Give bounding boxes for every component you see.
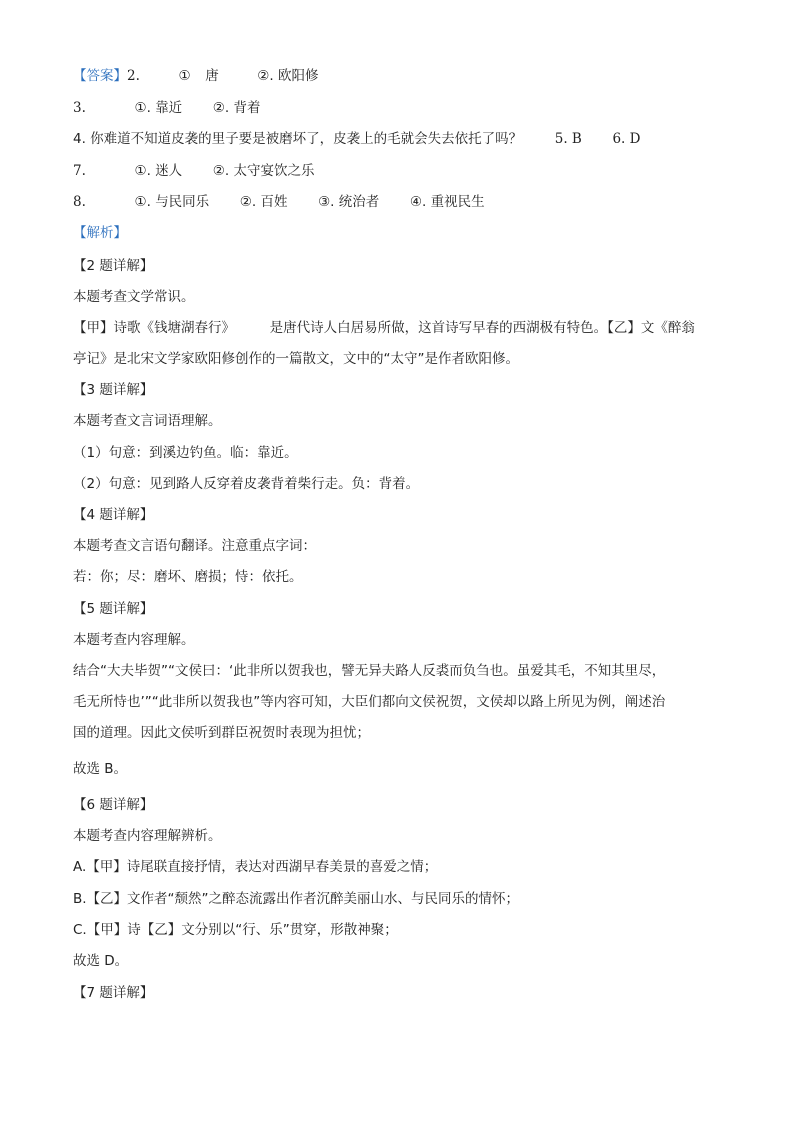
answer-q4-line: [73, 129, 640, 149]
answer-q3-line: [73, 98, 260, 118]
section-3-heading: 【3 题详解】: [73, 382, 154, 398]
analysis-label: 【解析】: [73, 225, 127, 241]
answer-label: 【答案】: [73, 68, 127, 84]
q2-answer-2: 欧阳修: [277, 68, 319, 84]
section-5-conclusion: 故选 B。: [73, 761, 128, 777]
section-4-p1: 本题考查文言语句翻译。注意重点字词：: [73, 538, 316, 554]
q2-answer-1: 唐: [205, 68, 219, 84]
section-5-p1: 本题考查内容理解。: [73, 632, 195, 648]
section-7-heading: 【7 题详解】: [73, 985, 154, 1001]
section-4-p2: 若：你；尽：磨坏、磨损；恃：依托。: [73, 569, 303, 585]
answer-q2-line: [73, 66, 318, 86]
q4-answer: 4. 你难道不知道皮袭的里子要是被磨坏了，皮袭上的毛就会失去依托了吗？: [73, 131, 523, 147]
section-2-p2-part-b: 是唐代诗人白居易所做，这首诗写早春的西湖极有特色。【乙】文《醉翁: [269, 320, 695, 336]
section-3-p3: （2）句意：见到路人反穿着皮袭背着柴行走。负：背着。: [73, 476, 420, 492]
q7-marker-1: ①.: [134, 163, 151, 179]
q8-number: 8.: [73, 194, 86, 210]
q3-answer-2: 背着: [233, 100, 261, 116]
section-6-heading: 【6 题详解】: [73, 797, 154, 813]
q3-marker-2: ②.: [212, 100, 230, 116]
q3-number: 3.: [73, 100, 86, 116]
section-5-heading: 【5 题详解】: [73, 601, 154, 617]
answer-q8-line: [73, 192, 485, 212]
q8-answer-4: 重视民生: [430, 194, 485, 210]
q7-marker-2: ②.: [212, 163, 230, 179]
answer-q7-line: [73, 161, 314, 181]
q8-answer-1: 与民同乐: [155, 194, 210, 210]
section-2-p2-line1: [73, 318, 695, 338]
q8-marker-1: ①.: [134, 194, 151, 210]
q2-number: 2.: [127, 68, 140, 84]
q5-answer: 5. B: [554, 131, 582, 147]
q7-number: 7.: [73, 163, 86, 179]
q6-answer: 6. D: [612, 131, 641, 147]
q3-marker-1: ①.: [134, 100, 151, 116]
section-6-p1: 本题考查内容理解辨析。: [73, 828, 222, 844]
section-6-conclusion: 故选 D。: [73, 953, 129, 969]
q3-answer-1: 靠近: [155, 100, 183, 116]
section-2-heading: 【2 题详解】: [73, 258, 154, 274]
section-3-p2: （1）句意：到溪边钓鱼。临：靠近。: [73, 445, 298, 461]
section-5-p2-line3: 国的道理。因此文侯听到群臣祝贺时表现为担忧；: [73, 725, 370, 741]
section-6-option-c: C.【甲】诗【乙】文分别以“行、乐”贯穿，形散神聚；: [73, 922, 398, 938]
section-4-heading: 【4 题详解】: [73, 507, 154, 523]
section-5-p2-line2: 毛无所恃也’”“此非所以贺我也”等内容可知，大臣们都向文侯祝贺，文侯却以路上所见为例，阐述治: [73, 694, 666, 710]
section-2-p2-part-a: 【甲】诗歌《钱塘湖春行》: [73, 320, 235, 336]
q8-marker-3: ③.: [318, 194, 335, 210]
q8-answer-2: 百姓: [260, 194, 288, 210]
q8-answer-3: 统治者: [338, 194, 380, 210]
section-2-p1: 本题考查文学常识。: [73, 289, 195, 305]
q7-answer-2: 太守宴饮之乐: [233, 163, 315, 179]
q7-answer-1: 迷人: [155, 163, 183, 179]
section-6-option-b: B.【乙】文作者“颓然”之醉态流露出作者沉醉美丽山水、与民同乐的情怀；: [73, 891, 520, 907]
section-2-p2-line2: 亭记》是北宋文学家欧阳修创作的一篇散文，文中的“太守”是作者欧阳修。: [73, 351, 519, 367]
section-5-p2-line1: 结合“大夫毕贺”“文侯曰：‘此非所以贺我也，譬无异夫路人反裘而负刍也。虽爱其毛，不知其里尽，: [73, 663, 666, 679]
q8-marker-2: ②.: [239, 194, 257, 210]
section-3-p1: 本题考查文言词语理解。: [73, 413, 222, 429]
section-6-option-a: A.【甲】诗尾联直接抒情，表达对西湖早春美景的喜爱之情；: [73, 859, 438, 875]
q8-marker-4: ④.: [409, 194, 427, 210]
q2-marker-1: ①: [178, 68, 191, 84]
q2-marker-2: ②.: [257, 68, 274, 84]
